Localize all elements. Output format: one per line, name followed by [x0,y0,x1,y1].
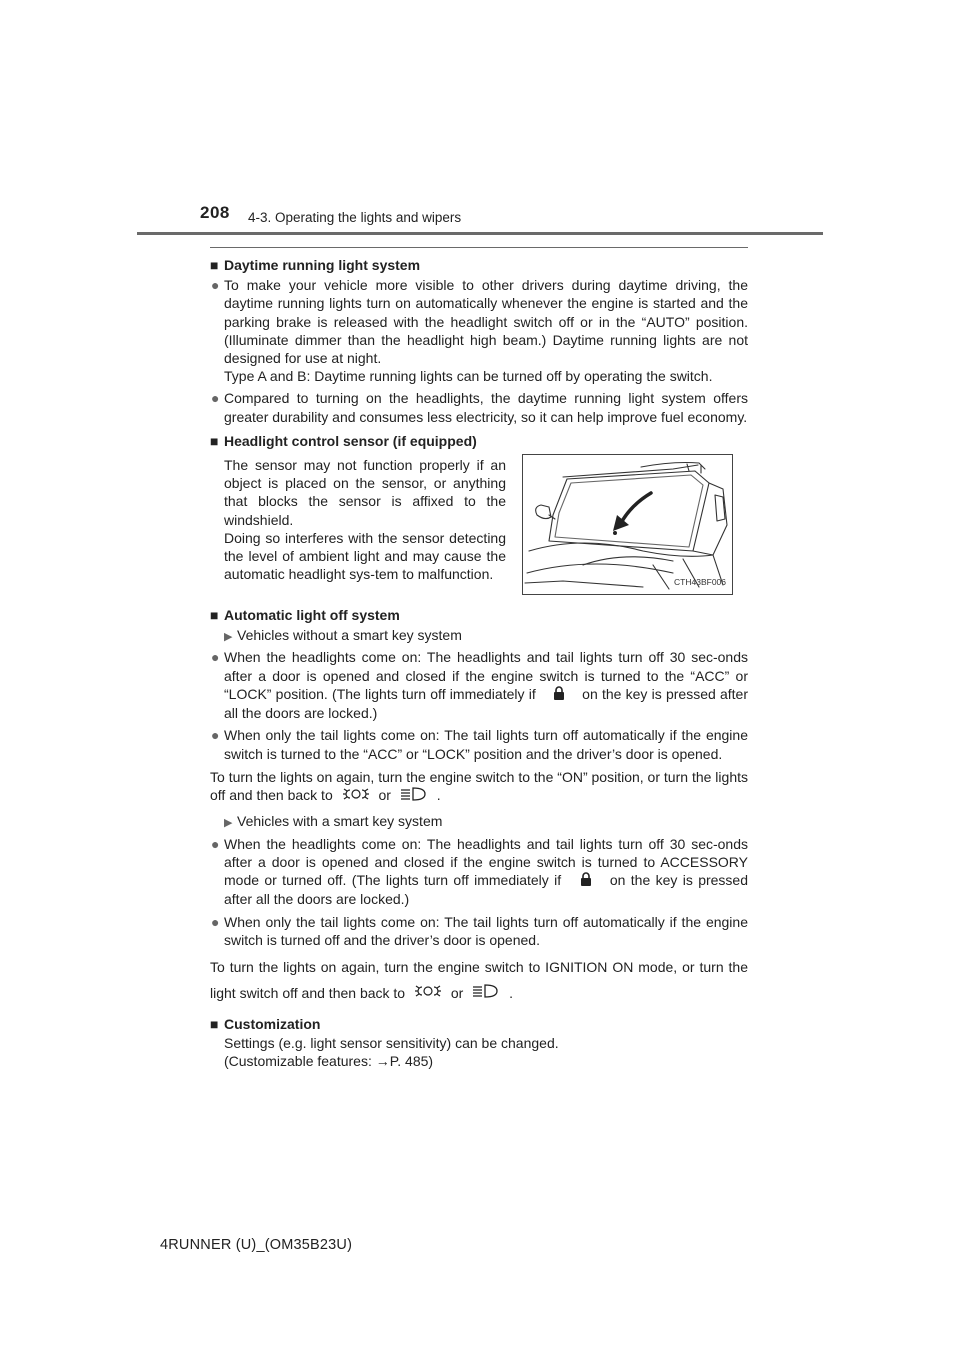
dot-bullet-icon: ● [211,835,220,852]
turn-on-again-with-smart-key: To turn the lights on again, turn the engine switch to IGNITION ON mode, or turn the light switch off and then back to or . [210,954,748,1007]
windshield-sensor-figure [522,454,733,595]
sub-heading-without-smart-key: ▶ Vehicles without a smart key system [210,626,748,646]
dot-bullet-icon: ● [211,277,220,294]
heading-automatic-light-off: ■ Automatic light off system [210,607,400,624]
sensor-block [210,456,748,606]
bullet-headlights-with-smart-key: ● When the headlights come on: The headlights and tail lights turn off 30 sec-onds after a door is opened and closed if the engine switch is turned to ACCESSORY mode or turned off. (The lights turn off immediately if on the key is pressed after all the doors are locked.) [211,835,749,908]
sub-heading-with-smart-key: ▶ Vehicles with a smart key system [210,812,748,832]
page-number: 208 [200,203,230,222]
lock-icon [542,686,576,704]
dot-bullet-icon: ● [211,390,220,407]
dot-bullet-icon: ● [211,913,220,930]
headlight-icon [397,786,431,806]
section-title: 4-3. Operating the lights and wipers [248,210,462,225]
square-bullet-icon: ■ [210,432,219,449]
headlight-icon [469,981,503,1007]
customization-line-1: Settings (e.g. light sensor sensitivity) can be changed. [224,1034,559,1051]
lock-icon [569,872,603,890]
customization-line-2: (Customizable features: →P. 485) [224,1052,434,1069]
heading-customization: ■ Customization [210,1016,321,1033]
square-bullet-icon: ■ [210,607,219,624]
page-content [210,256,748,1070]
dot-bullet-icon: ● [211,649,220,666]
square-bullet-icon: ■ [210,1016,219,1033]
sensor-description: The sensor may not function properly if an object is placed on the sensor, or anything that blocks the sensor is affixed to the windshield. Doing so interferes with the sensor detecting the level of ambient light and may cause the automatic headlight sys-tem to malfunction. [224,457,506,583]
tail-light-icon [339,786,373,806]
bullet-tail-lights-with-smart-key: ● When only the tail lights come on: The tail lights turn off automatically if the engine switch is turned off and the driver’s door is opened. [211,913,748,948]
heading-daytime-running-light: ■ Daytime running light system [210,257,421,273]
figure-code: CTH43BF006 [674,576,726,587]
square-bullet-icon: ■ [210,257,219,273]
triangle-arrow-icon: ▶ [224,631,233,644]
model-footer: 4RUNNER (U)_(OM35B23U) [160,1237,353,1253]
section-divider [210,247,748,248]
dot-bullet-icon: ● [211,727,220,744]
bullet-headlights-without-smart-key: ● When the headlights come on: The headlights and tail lights turn off 30 sec-onds after a door is opened and closed if the engine switch is turned to the “ACC” or “LOCK” position. (The lights turn off immediately if on the key is pressed after all the doors are locked.) [211,649,748,722]
header-rule [137,232,823,235]
heading-headlight-sensor: ■ Headlight control sensor (if equipped) [210,432,477,449]
bullet-daytime-economy: ● Compared to turning on the headlights, the daytime running light system offers greater durability and consumes less electricity, so it can help improve fuel economy. [211,390,748,425]
bullet-daytime-visibility: ● To make your vehicle more visible to other drivers during daytime driving, the daytime running lights turn on automatically whenever the engine is started and the parking brake is released with the headlight switch off or in the “AUTO” position. (Illuminate dimmer than the headlight high beam.) Daytime running lights are not designed for use at night. Type A and B: Daytime running lights can be turned off by operating the switch. [211,277,748,385]
triangle-arrow-icon: ▶ [224,817,233,830]
bullet-tail-lights-without-smart-key: ● When only the tail lights come on: The tail lights turn off automatically if the engine switch is turned to the “ACC” or “LOCK” position and the driver’s door is opened. [211,727,748,762]
turn-on-again-without-smart-key: To turn the lights on again, turn the engine switch to the “ON” position, or turn the lights off and then back to or . [210,768,748,807]
tail-light-icon [411,981,445,1007]
